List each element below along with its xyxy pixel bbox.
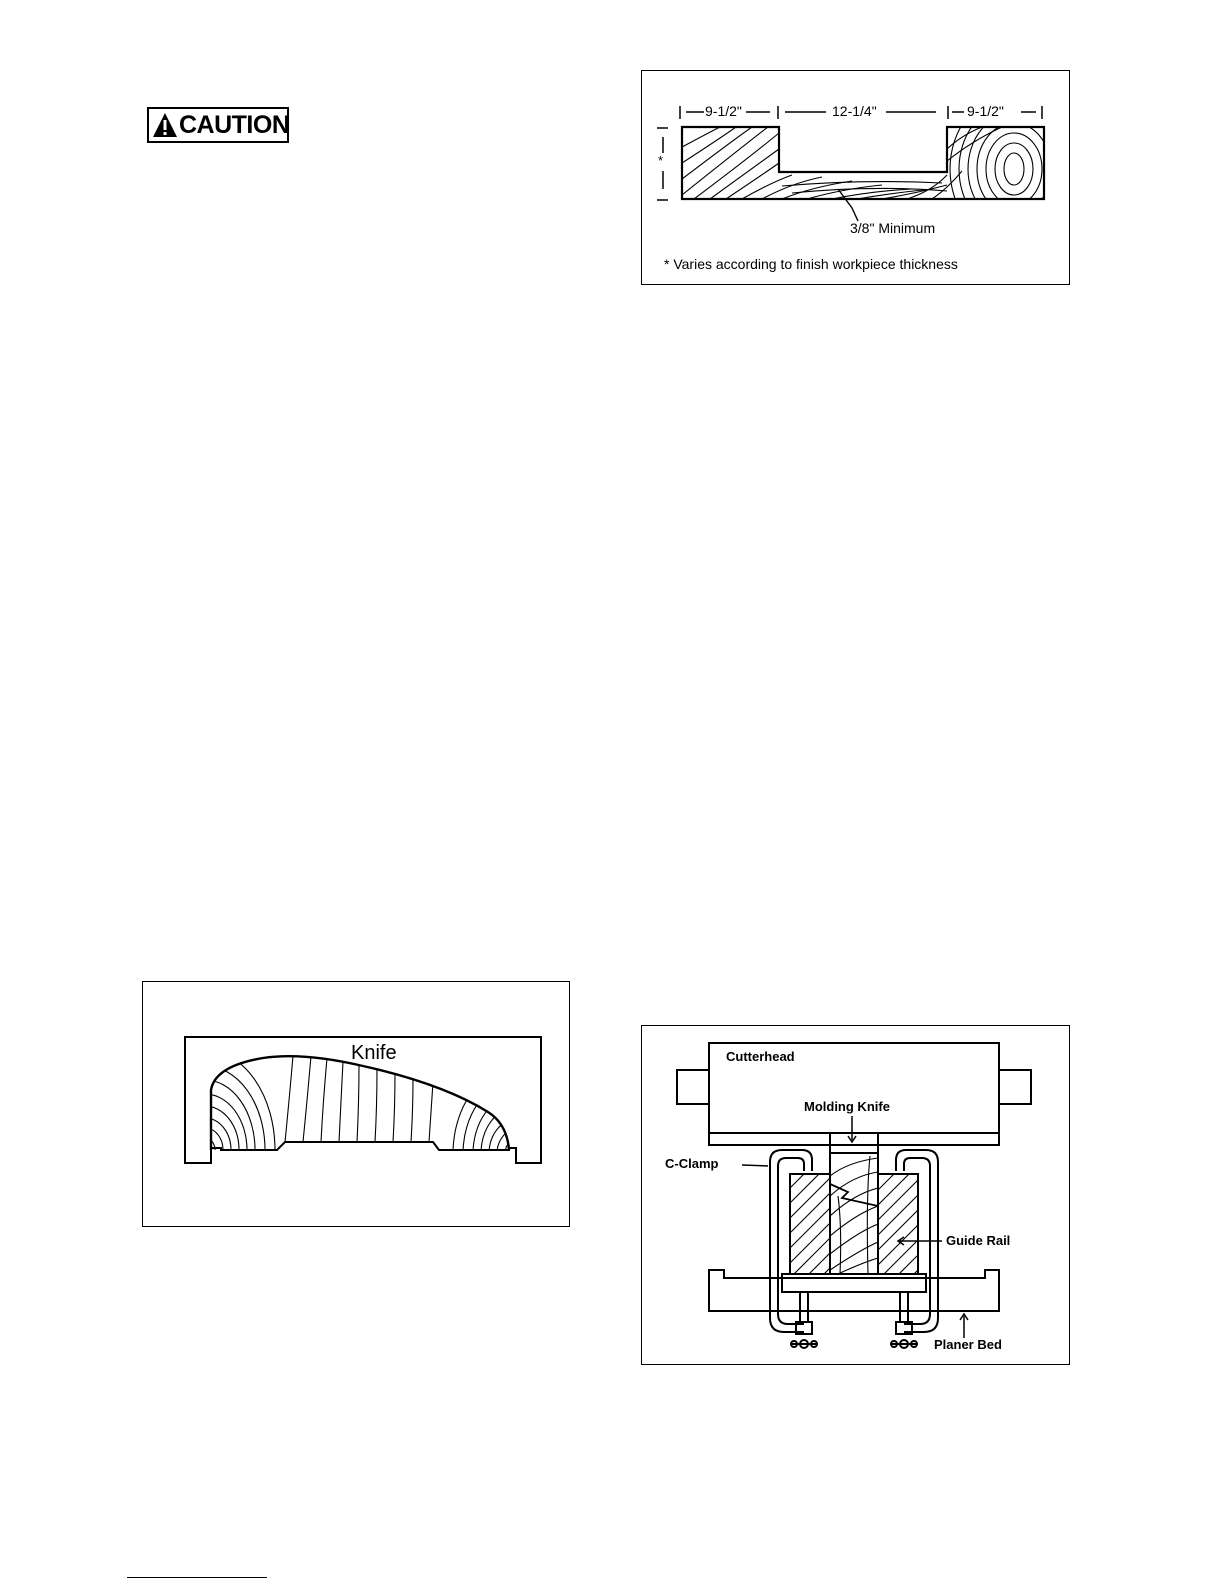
dim-right: 9-1/2" bbox=[967, 103, 1004, 119]
height-marker: * bbox=[658, 153, 664, 168]
molding-setup-drawing bbox=[642, 1026, 1071, 1366]
cutterhead-label: Cutterhead bbox=[726, 1049, 795, 1064]
footnote-rule bbox=[127, 1577, 267, 1578]
knife-drawing bbox=[143, 982, 571, 1228]
dim-left: 9-1/2" bbox=[705, 103, 742, 119]
warning-triangle-icon bbox=[152, 112, 178, 138]
planer-bed-label: Planer Bed bbox=[934, 1337, 1002, 1352]
caution-label bbox=[147, 107, 289, 143]
guide-rail-label: Guide Rail bbox=[946, 1233, 1011, 1248]
caution-text: CAUTION bbox=[179, 110, 290, 139]
dim-center: 12-1/4" bbox=[832, 103, 877, 119]
c-clamp-label: C-Clamp bbox=[665, 1156, 719, 1171]
min-thickness-label: 3/8" Minimum bbox=[850, 220, 936, 236]
knife-label: Knife bbox=[351, 1042, 397, 1064]
molding-knife-label: Molding Knife bbox=[804, 1099, 890, 1114]
molding-setup-figure bbox=[641, 1025, 1070, 1365]
figure-note: * Varies according to finish workpiece thickness bbox=[664, 256, 958, 272]
jig-figure bbox=[641, 70, 1070, 285]
knife-figure bbox=[142, 981, 570, 1227]
